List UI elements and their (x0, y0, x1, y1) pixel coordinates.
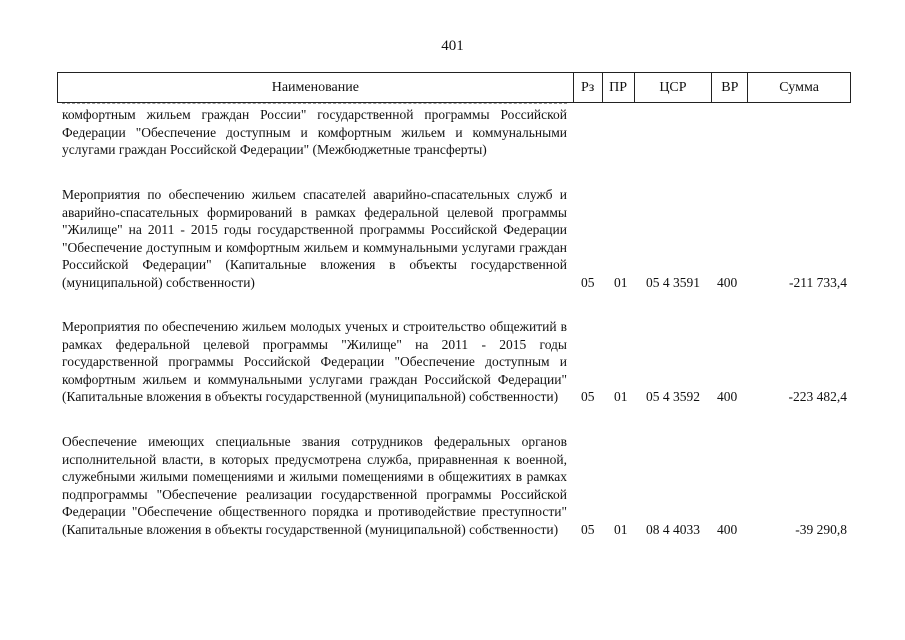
header-csr: ЦСР (634, 73, 712, 102)
row-pr: 01 (614, 389, 628, 404)
row-name: комфортным жильем граждан России" государственной программы Российской Федерации "Обеспечение доступным и комфортным жильем и коммунальными услугами граждан Российской Федерации" (Межбюджетные трансферты) (62, 107, 567, 157)
row-csr: 08 4 4033 (646, 521, 700, 537)
table-row (62, 318, 847, 406)
row-name: Мероприятия по обеспечению жильем спасателей аварийно-спасательных служб и аварийно-спасательных формирований в рамках федеральной целевой программы "Жилище" на 2011 - 2015 годы государственной программы Российской Федерации "Обеспечение доступным и комфортным жильем и коммунальными услугами граждан Российской Федерации" (Капитальные вложения в объекты государственной (муниципальной) собственности) (62, 187, 567, 290)
table-row (62, 186, 847, 291)
row-pr: 01 (614, 274, 628, 290)
row-csr: 05 4 3591 (646, 274, 700, 290)
row-rz: 05 (581, 274, 595, 290)
row-name: Мероприятия по обеспечению жильем молодых ученых и строительство общежитий в рамках федеральной целевой программы "Жилище" на 2011 - 2015 годы государственной программы Российской Федерации "Обеспечение доступным и комфортным жильем и коммунальными услугами граждан Российской Федерации" (Капитальные вложения в объекты государственной (муниципальной) собственности) (62, 319, 567, 404)
row-sum: -223 482,4 (788, 389, 847, 404)
row-vr: 400 (717, 521, 738, 537)
row-name: Обеспечение имеющих специальные звания сотрудников федеральных органов исполнительной власти, в которых предусмотрена служба, приравненная к военной, служебными жилыми помещениями и жилыми помещениями в общежитиях в рамках подпрограммы "Обеспечение реализации государственной программы Российской Федерации "Обеспечение общественного порядка и противодействие преступности" (Капитальные вложения в объекты государственной (муниципальной) собственности) (62, 434, 567, 537)
row-vr: 400 (717, 389, 738, 404)
continuation-divider (62, 103, 567, 104)
table-row (62, 433, 847, 538)
table-header (57, 72, 851, 103)
row-sum: -39 290,8 (795, 521, 847, 537)
row-vr: 400 (717, 274, 738, 290)
header-name: Наименование (271, 79, 359, 95)
row-rz: 05 (581, 521, 595, 537)
header-sum: Сумма (747, 73, 850, 102)
header-rz: Рз (573, 73, 602, 102)
header-vr: ВР (711, 73, 747, 102)
row-sum: -211 733,4 (789, 274, 847, 290)
header-pr: ПР (602, 73, 634, 102)
row-rz: 05 (581, 389, 595, 404)
table-row (62, 106, 847, 159)
row-csr: 05 4 3592 (646, 389, 700, 404)
row-pr: 01 (614, 521, 628, 537)
page-number: 401 (441, 38, 464, 54)
